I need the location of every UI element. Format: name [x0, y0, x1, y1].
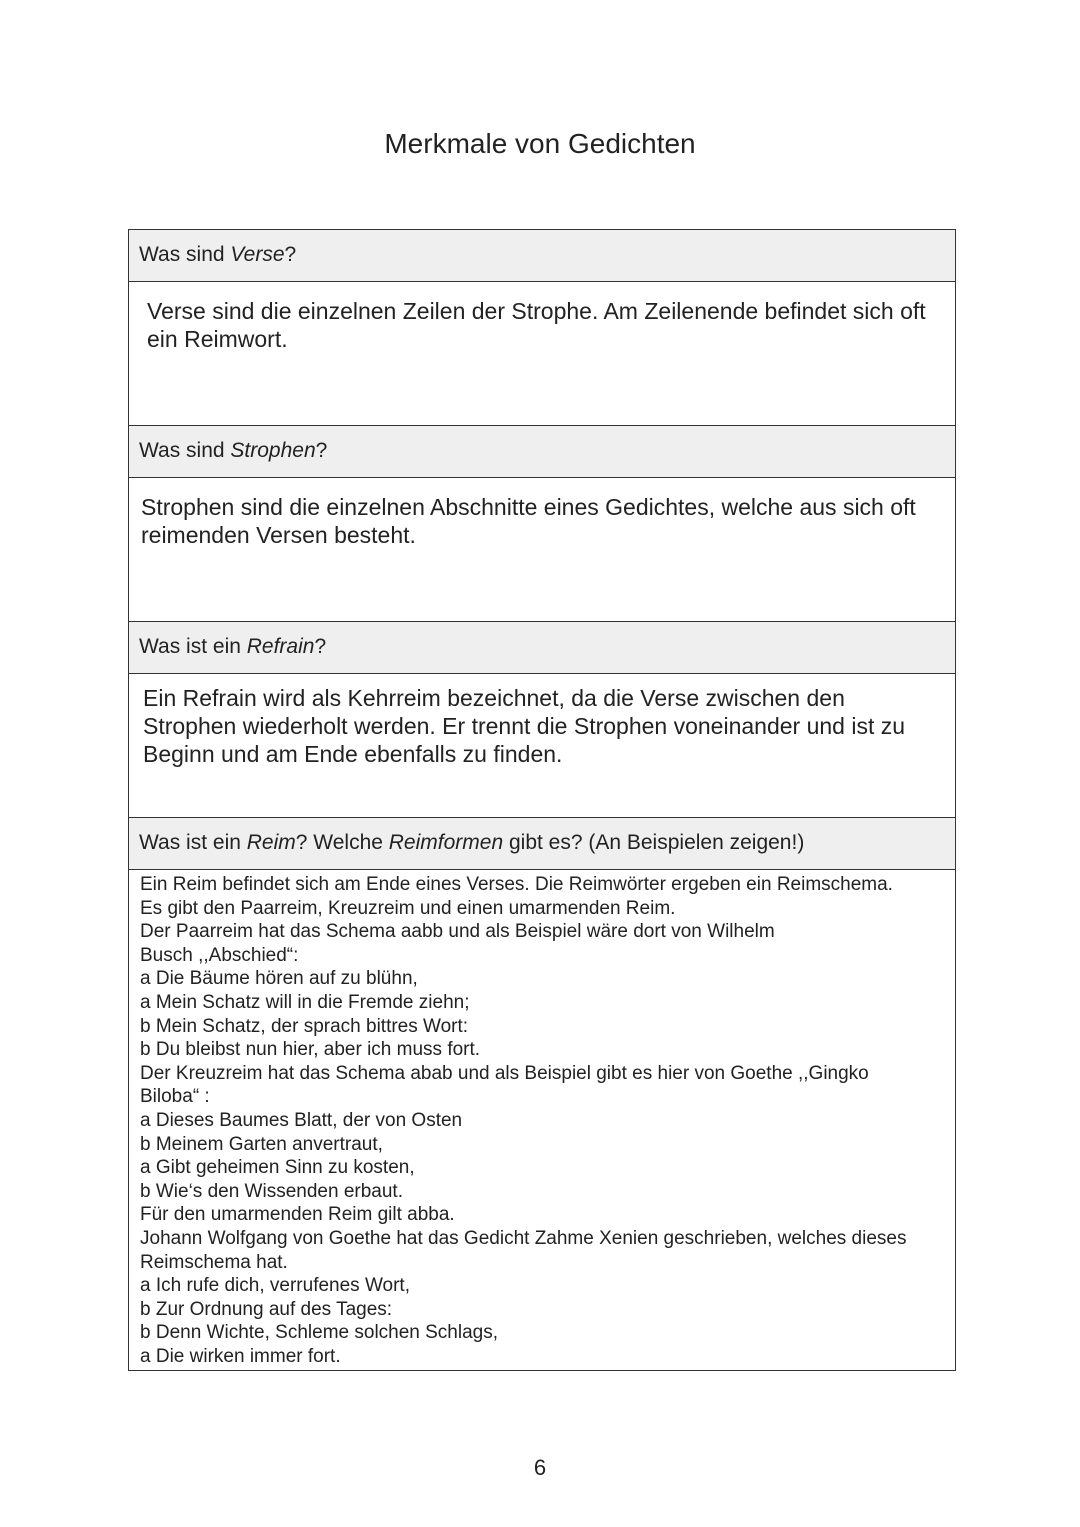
answer-line: Ein Reim befindet sich am Ende eines Verses. Die Reimwörter ergeben ein Reimschema. [140, 874, 893, 895]
answer-refrain: Ein Refrain wird als Kehrreim bezeichnet, da die Verse zwischen den Strophen wiederholt werden. Er trennt die Strophen voneinander und ist zu Beginn und am Ende ebenfalls zu finden. [129, 674, 955, 818]
answer-line: Biloba“ : [140, 1086, 210, 1108]
answer-line: b Du bleibst nun hier, aber ich muss fort. [140, 1039, 481, 1061]
question-reim: Was ist ein Reim? Welche Reimformen gibt es? (An Beispielen zeigen!) [129, 818, 955, 870]
answer-line: b Mein Schatz, der sprach bittres Wort: [140, 1015, 469, 1037]
question-refrain: Was ist ein Refrain? [129, 622, 955, 674]
answer-line: Busch ,,Abschied“: [140, 944, 299, 966]
answer-line: Reimschema hat. [140, 1251, 288, 1273]
worksheet-table [128, 229, 956, 1371]
answer-verse: Verse sind die einzelnen Zeilen der Strophe. Am Zeilenende befindet sich oft ein Reimwort. [129, 282, 955, 426]
page-title: Merkmale von Gedichten [384, 128, 696, 159]
answer-line: Für den umarmenden Reim gilt abba. [140, 1204, 455, 1226]
answer-line: b Meinem Garten anvertraut, [140, 1133, 383, 1155]
question-strophen: Was sind Strophen? [129, 426, 955, 478]
question-verse: Was sind Verse? [129, 230, 955, 282]
answer-line: Es gibt den Paarreim, Kreuzreim und einen umarmenden Reim. [140, 897, 676, 919]
page-number: 6 [533, 1455, 547, 1480]
answer-line: a Gibt geheimen Sinn zu kosten, [140, 1157, 415, 1179]
answer-reim [129, 870, 955, 1370]
answer-line: a Dieses Baumes Blatt, der von Osten [140, 1109, 463, 1131]
answer-line: b Wie‘s den Wissenden erbaut. [140, 1180, 403, 1202]
answer-line: b Denn Wichte, Schleme solchen Schlags, [140, 1322, 499, 1344]
answer-line: a Die Bäume hören auf zu blühn, [140, 968, 418, 990]
answer-line: a Ich rufe dich, verrufenes Wort, [140, 1275, 410, 1297]
answer-line: a Mein Schatz will in die Fremde ziehn; [140, 991, 470, 1013]
answer-line: Der Kreuzreim hat das Schema abab und als Beispiel gibt es hier von Goethe ,,Gingko [140, 1062, 869, 1084]
answer-line: a Die wirken immer fort. [140, 1345, 341, 1367]
answer-line: Der Paarreim hat das Schema aabb und als Beispiel wäre dort von Wilhelm [140, 921, 775, 943]
answer-strophen: Strophen sind die einzelnen Abschnitte eines Gedichtes, welche aus sich oft reimenden Versen besteht. [129, 478, 955, 622]
answer-line: b Zur Ordnung auf des Tages: [140, 1298, 393, 1320]
answer-line: Johann Wolfgang von Goethe hat das Gedicht Zahme Xenien geschrieben, welches dieses [140, 1227, 907, 1249]
